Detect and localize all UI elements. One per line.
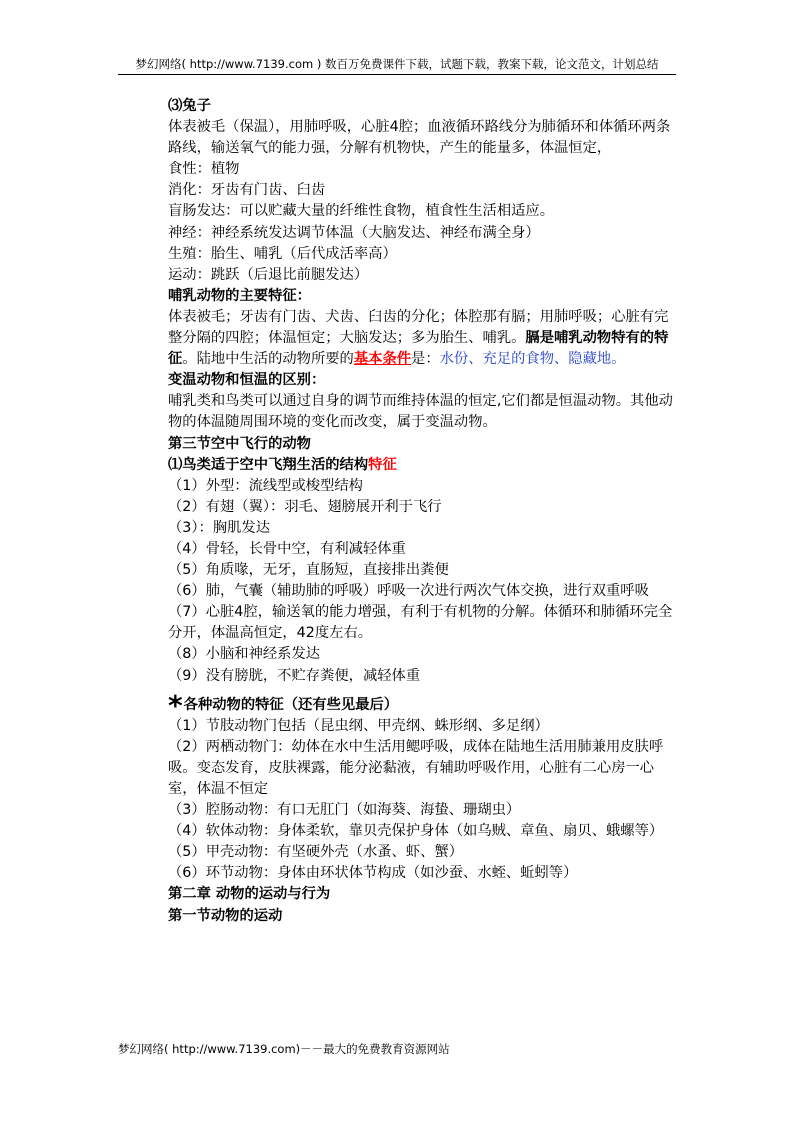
animals-title [168,688,680,722]
birds-item: （1）外型：流线型或梭型结构 [168,477,363,494]
birds-item: （8）小脑和神经系发达 [168,646,321,663]
birds-item: （3）：胸肌发达 [168,519,271,536]
mammals-colon: 是： [411,351,440,368]
document-body [168,96,680,927]
birds-item: （4）骨轻，长骨中空，有利减轻体重 [168,540,406,557]
animals-item: （4）软体动物：身体柔软，靠贝壳保护身体（如乌贼、章鱼、扇贝、蛾螺等） [168,823,664,840]
rabbit-reproduction: 生殖：胎生、哺乳（后代成活率高） [168,245,397,262]
rabbit-movement: 运动：跳跃（后退比前腿发达） [168,266,369,283]
animals-title-text: 各种动物的特征（还有些见最后） [183,696,399,713]
birds-item: （2）有翅（翼）：羽毛、翅膀展开利于飞行 [168,498,442,515]
header-text: 梦幻网络( http://www.7139.com ) 数百万免费课件下载，试题下载，教案下载，论文范文，计划总结 [135,57,659,71]
section3-title: 第三节空中飞行的动物 [168,435,311,452]
birds-item: （6）肺，气囊（辅助肺的呼吸）呼吸一次进行两次气体交换，进行双重呼吸 [168,583,649,600]
mammals-title: 哺乳动物的主要特征： [168,287,311,304]
animals-item: （2）两栖动物门：幼体在水中生活用鳃呼吸，成体在陆地生活用肺兼用皮肤呼吸。变态发育，皮肤裸露，能分泌黏液，有辅助呼吸作用，心脏有二心房一心室，体温不恒定 [168,738,664,797]
chapter2-section1: 第一节动物的运动 [168,907,283,924]
footer-text: 梦幻网络( http://www.7139.com)－－最大的免费教育资源网站 [118,1042,450,1056]
rabbit-digestion: 消化：牙齿有门齿、臼齿 [168,182,326,199]
temperature-title: 变温动物和恒温的区别： [168,372,326,389]
birds-item: （9）没有膀胱，不贮存粪便，减轻体重 [168,667,421,684]
chapter2-title: 第二章 动物的运动与行为 [168,886,331,903]
mammals-bold-text: 膈是哺乳动物特有的特征 [168,330,669,368]
temperature-body: 哺乳类和鸟类可以通过自身的调节而维持体温的恒定,它们都是恒温动物。其他动物的体温随周围环境的变化而改变，属于变温动物。 [168,393,673,431]
animals-item: （5）甲壳动物：有坚硬外壳（水蚤、虾、蟹） [168,844,464,861]
mammals-blue-text: 水份、充足的食物、隐藏地。 [439,351,626,368]
animals-item: （6）环节动物：身体由环状体节构成（如沙蚕、水蛭、蚯蚓等） [168,865,578,882]
page-footer [118,1041,450,1057]
rabbit-cecum: 盲肠发达：可以贮藏大量的纤维性食物，植食性生活相适应。 [168,203,555,220]
rabbit-nerve: 神经：神经系统发达调节体温（大脑发达、神经布满全身） [168,224,540,241]
mammals-paragraph [168,307,680,370]
birds-item: （5）角质喙，无牙，直肠短，直接排出粪便 [168,562,449,579]
birds-item: （7）心脏4腔，输送氧的能力增强，有利于有机物的分解。体循环和肺循环完全分开，体温高恒定，42度左右。 [168,604,673,642]
mammals-body-text: 体表被毛；牙齿有门齿、犬齿、臼齿的分化；体腔那有膈；用肺呼吸；心脏有完整分隔的四腔；体温恒定；大脑发达；多为胎生、哺乳。 [168,308,669,347]
birds-title-red: 特征 [368,456,397,473]
rabbit-diet: 食性：植物 [168,161,240,178]
page-header [118,56,676,75]
animals-item: （1）节肢动物门包括（昆虫纲、甲壳纲、蛛形纲、多足纲） [168,717,549,734]
mammals-after-bold: 。陆地中生活的动物所要的 [182,351,354,368]
rabbit-title: ⑶兔子 [168,98,211,114]
star-marker: * [168,688,183,722]
birds-title [168,455,680,476]
birds-title-main: ⑴鸟类适于空中飞翔生活的结构 [168,456,369,473]
rabbit-body: 体表被毛（保温），用肺呼吸，心脏4腔；血液循环路线分为肺循环和体循环两条路线，输送氧气的能力强，分解有机物快，产生的能量多，体温恒定， [168,119,671,157]
mammals-red-text: 基本条件 [353,351,412,368]
animals-item: （3）腔肠动物：有口无肛门（如海葵、海蛰、珊瑚虫） [168,802,521,819]
